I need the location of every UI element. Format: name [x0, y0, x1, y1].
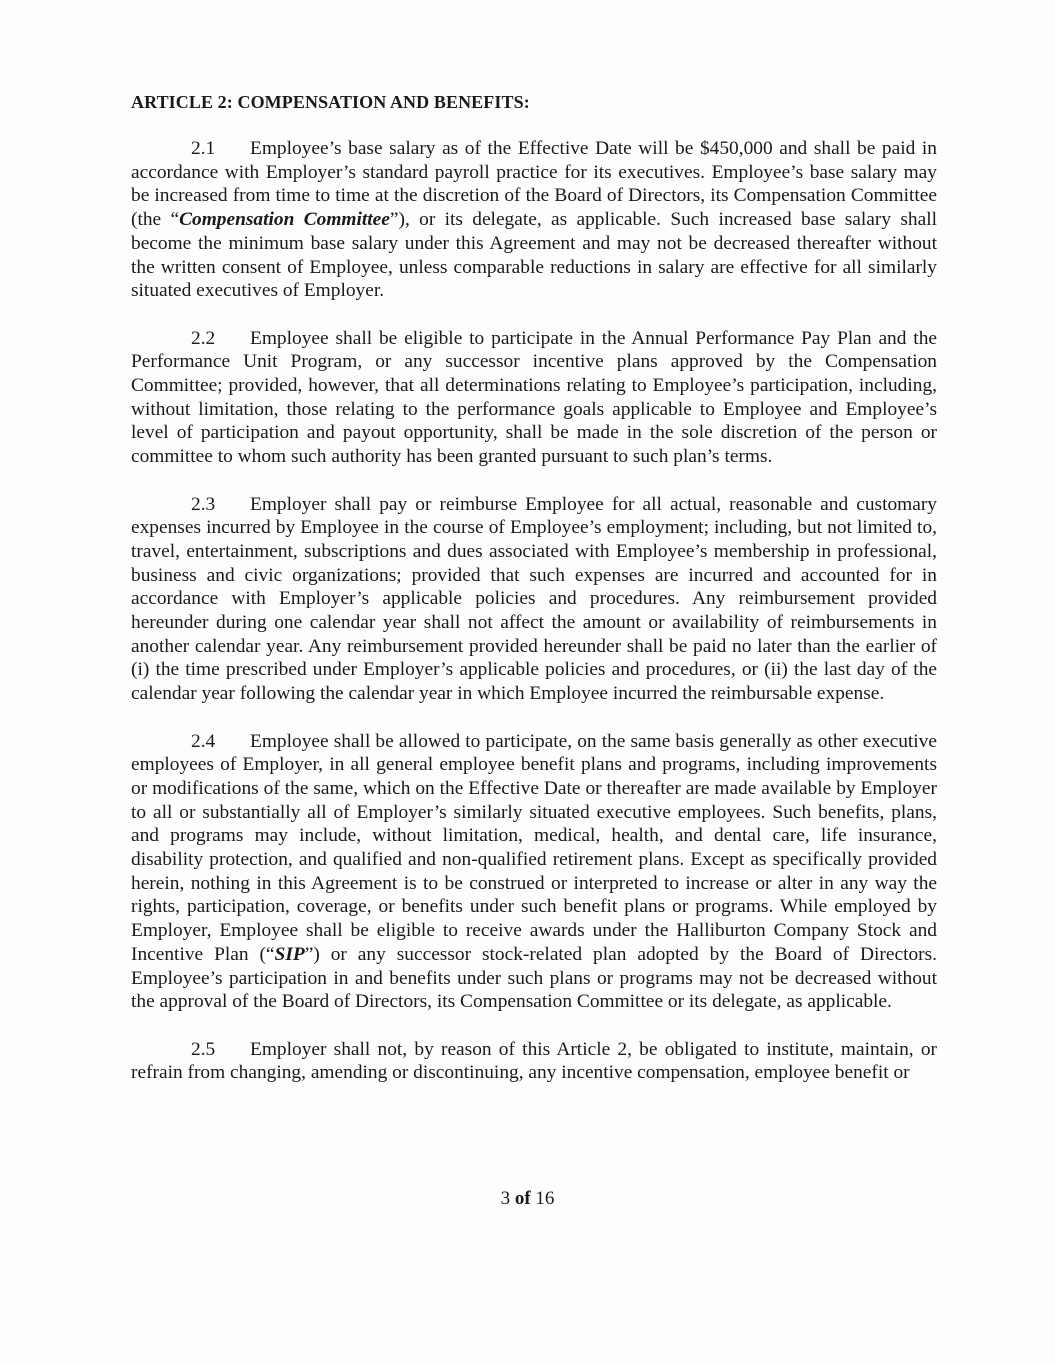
- page-of-label: of: [514, 1188, 531, 1209]
- defined-term: SIP: [274, 943, 305, 965]
- paragraph-number: 2.5: [191, 1038, 216, 1060]
- paragraph-number: 2.4: [191, 730, 216, 752]
- paragraph-text: Employer shall pay or reimburse Employee for all actual, reasonable and customary expenses incurred by Employee in the course of Employee’s employment; including, but not limited to, travel, entertainment, subscriptions and dues associated with Employee’s membership in professional, business and civic organizations; provided that such expenses are incurred and accounted for in accordance with Employer’s applicable policies and procedures. Any reimbursement provided hereunder during one calendar year shall not affect the amount or availability of reimbursements in another calendar year. Any reimbursement provided hereunder shall be paid no later than the earlier of (i) the time prescribed under Employer’s applicable policies and procedures, or (ii) the last day of the calendar year following the calendar year in which Employee incurred the reimbursable expense.: [131, 493, 937, 705]
- paragraph-number: 2.1: [191, 138, 216, 159]
- paragraph-number: 2.2: [191, 327, 216, 349]
- page-current: 3: [500, 1188, 511, 1209]
- paragraph-2-2: [131, 327, 937, 469]
- paragraph-text: ”), or its delegate, as applicable. Such increased base salary shall become the minimum base salary under this Agreement and may not be decreased thereafter without the written consent of Employee, unless comparable reductions in salary are effective for all similarly situated executives of Employer.: [131, 209, 938, 302]
- paragraph-number: 2.3: [191, 493, 216, 515]
- paragraph-text: Employer shall not, by reason of this Article 2, be obligated to institute, maintain, or refrain from changing, amending or discontinuing, any incentive compensation, employee benefit or: [131, 1038, 937, 1084]
- paragraph-2-5: [131, 1038, 937, 1085]
- article-heading: ARTICLE 2: COMPENSATION AND BENEFITS:: [131, 92, 530, 112]
- paragraph-2-3: [131, 493, 937, 706]
- document-body: [131, 137, 937, 1109]
- defined-term: Compensation Committee: [179, 209, 390, 231]
- paragraph-text: Employee shall be allowed to participate, on the same basis generally as other executive employees of Employer, in all general employee benefit plans and programs, including improvements or modifications of the same, which on the Effective Date or thereafter are made available by Employer to all or substantially all of Employer’s similarly situated executive employees. Such benefits, plans, and programs may include, without limitation, medical, health, and dental care, life insurance, disability protection, and qualified and non-qualified retirement plans. Except as specifically provided herein, nothing in this Agreement is to be construed or interpreted to increase or alter in any way the rights, participation, coverage, or benefits under such benefit plans or programs. While employed by Employer, Employee shall be eligible to receive awards under the Halliburton Company Stock and Incentive Plan (“: [131, 730, 937, 965]
- paragraph-text: ”) or any successor stock-related plan adopted by the Board of Directors. Employee’s participation in and benefits under such plans or programs may not be decreased without the approval of the Board of Directors, its Compensation Committee or its delegate, as applicable.: [131, 943, 938, 1013]
- paragraph-2-1: [131, 137, 937, 303]
- paragraph-text: Employee shall be eligible to participate in the Annual Performance Pay Plan and the Performance Unit Program, or any successor incentive plans approved by the Compensation Committee; provided, however, that all determinations relating to Employee’s participation, including, without limitation, those relating to the performance goals applicable to Employee and Employee’s level of participation and payout opportunity, shall be made in the sole discretion of the person or committee to whom such authority has been granted pursuant to such plan’s terms.: [131, 327, 937, 468]
- paragraph-2-4: [131, 730, 937, 1014]
- paragraph-text: Employee’s base salary as of the Effective Date will be $450,000 and shall be paid in accordance with Employer’s standard payroll practice for its executives. Employee’s base salary may be increased from time to time at the discretion of the Board of Directors, its Compensation Committee (the “: [131, 138, 937, 231]
- page-total: 16: [535, 1188, 555, 1209]
- page-number-footer: [0, 1188, 1055, 1210]
